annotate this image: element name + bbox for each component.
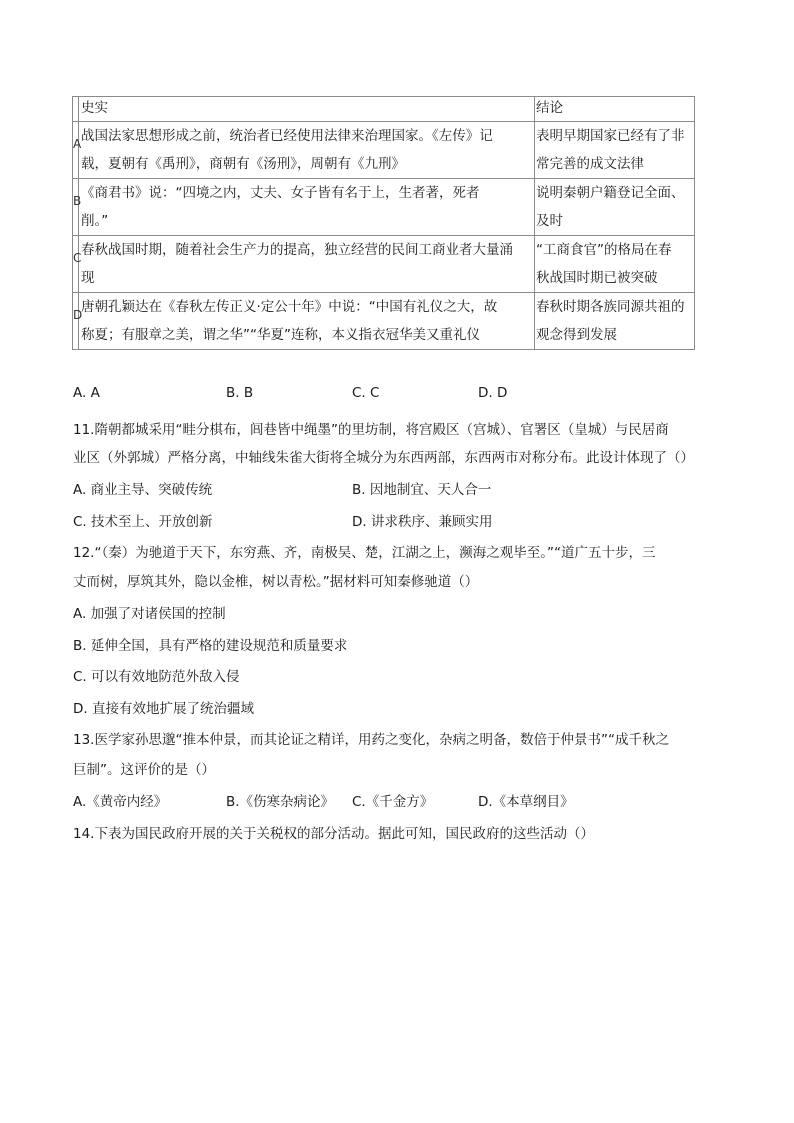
q10-option-c[interactable]: C. C: [352, 385, 380, 401]
conclusion-cell: [535, 122, 695, 179]
table-row: [73, 236, 695, 293]
q12-option-b[interactable]: B. 延伸全国，具有严格的建设规范和质量要求: [73, 638, 348, 654]
conclusion-line: 观念得到发展: [536, 327, 617, 343]
fact-cell: [79, 122, 535, 179]
q13-option-d[interactable]: D.《本草纲目》: [478, 794, 574, 810]
fact-line: 现: [81, 270, 95, 286]
q12-option-a[interactable]: A. 加强了对诸侯国的控制: [73, 606, 226, 622]
row-label: B: [73, 194, 82, 208]
row-label: D: [73, 308, 83, 322]
conclusion-cell: [535, 236, 695, 293]
table-row: [73, 293, 695, 350]
q12-option-d[interactable]: D. 直接有效地扩展了统治疆域: [73, 701, 254, 717]
conclusion-line: 春秋时期各族同源共祖的: [536, 299, 685, 315]
q13-stem-line: 巨制”。这评价的是（）: [73, 762, 215, 778]
table-row: [73, 122, 695, 179]
q11-stem-line: 业区（外郭城）严格分离，中轴线朱雀大街将全城分为东西两部，东西两市对称分布。此设计体现了（）: [73, 450, 694, 466]
conclusion-cell: [535, 293, 695, 350]
q11-stem-line: 11.隋朝都城采用“畦分棋布，闾巷皆中绳墨”的里坊制，将宫殿区（宫城）、官署区（皇城）与民居商: [73, 422, 669, 438]
fact-line: 春秋战国时期，随着社会生产力的提高，独立经营的民间工商业者大量涌: [81, 242, 513, 258]
q14-stem-line: 14.下表为国民政府开展的关于关税权的部分活动。据此可知，国民政府的这些活动（）: [73, 826, 594, 842]
table-header-row: [73, 97, 695, 122]
conclusion-line: 及时: [536, 213, 563, 229]
q12-stem-line: 12.“（秦）为驰道于天下，东穷燕、齐，南极吴、楚，江湖之上，濒海之观毕至。”“道广五十步，三: [73, 545, 656, 561]
q13-option-a[interactable]: A.《黄帝内经》: [73, 794, 168, 810]
q10-option-a[interactable]: A. A: [73, 385, 100, 401]
conclusion-line: 说明秦朝户籍登记全面、: [536, 185, 685, 201]
q11-option-c[interactable]: C. 技术至上、开放创新: [73, 514, 213, 530]
fact-cell: [79, 236, 535, 293]
conclusion-line: 表明早期国家已经有了非: [536, 128, 685, 144]
fact-line: 称夏；有服章之美，谓之华”“华夏”连称，本义指衣冠华美又重礼仪: [81, 327, 480, 343]
fact-line: 《商君书》说：“四境之内，丈夫、女子皆有名于上，生者著，死者: [81, 185, 480, 201]
fact-line: 载，夏朝有《禹刑》，商朝有《汤刑》，周朝有《九刑》: [81, 156, 405, 172]
q10-option-d[interactable]: D. D: [478, 385, 508, 401]
q11-option-d[interactable]: D. 讲求秩序、兼顾实用: [352, 514, 493, 530]
q10-option-b[interactable]: B. B: [226, 385, 254, 401]
q13-stem-line: 13.医学家孙思邈“推本仲景，而其论证之精详，用药之变化，杂病之明备，数倍于仲景书”“成千秋之: [73, 732, 669, 748]
fact-cell: [79, 293, 535, 350]
row-label: A: [73, 137, 82, 151]
q11-option-a[interactable]: A. 商业主导、突破传统: [73, 482, 213, 498]
header-conclusion: 结论: [535, 97, 695, 122]
header-fact: 史实: [79, 97, 535, 122]
fact-cell: [79, 179, 535, 236]
fact-line: 唐朝孔颖达在《春秋左传正义·定公十年》中说：“中国有礼仪之大，故: [81, 299, 498, 315]
q12-option-c[interactable]: C. 可以有效地防范外敌入侵: [73, 669, 240, 685]
q11-option-b[interactable]: B. 因地制宜、天人合一: [352, 482, 492, 498]
conclusion-line: “工商食官”的格局在春: [536, 242, 672, 258]
q13-option-c[interactable]: C.《千金方》: [352, 794, 434, 810]
row-label: C: [73, 251, 82, 265]
q13-option-b[interactable]: B.《伤寒杂病论》: [226, 794, 335, 810]
fact-line: 削。”: [81, 213, 109, 229]
conclusion-line: 常完善的成文法律: [536, 156, 644, 172]
conclusion-line: 秋战国时期已被突破: [536, 270, 658, 286]
q10-table: [72, 96, 695, 350]
conclusion-cell: [535, 179, 695, 236]
fact-line: 战国法家思想形成之前，统治者已经使用法律来治理国家。《左传》记: [81, 128, 493, 144]
table-row: [73, 179, 695, 236]
q12-stem-line: 丈而树，厚筑其外，隐以金椎，树以青松。”据材料可知秦修驰道（）: [73, 574, 479, 590]
